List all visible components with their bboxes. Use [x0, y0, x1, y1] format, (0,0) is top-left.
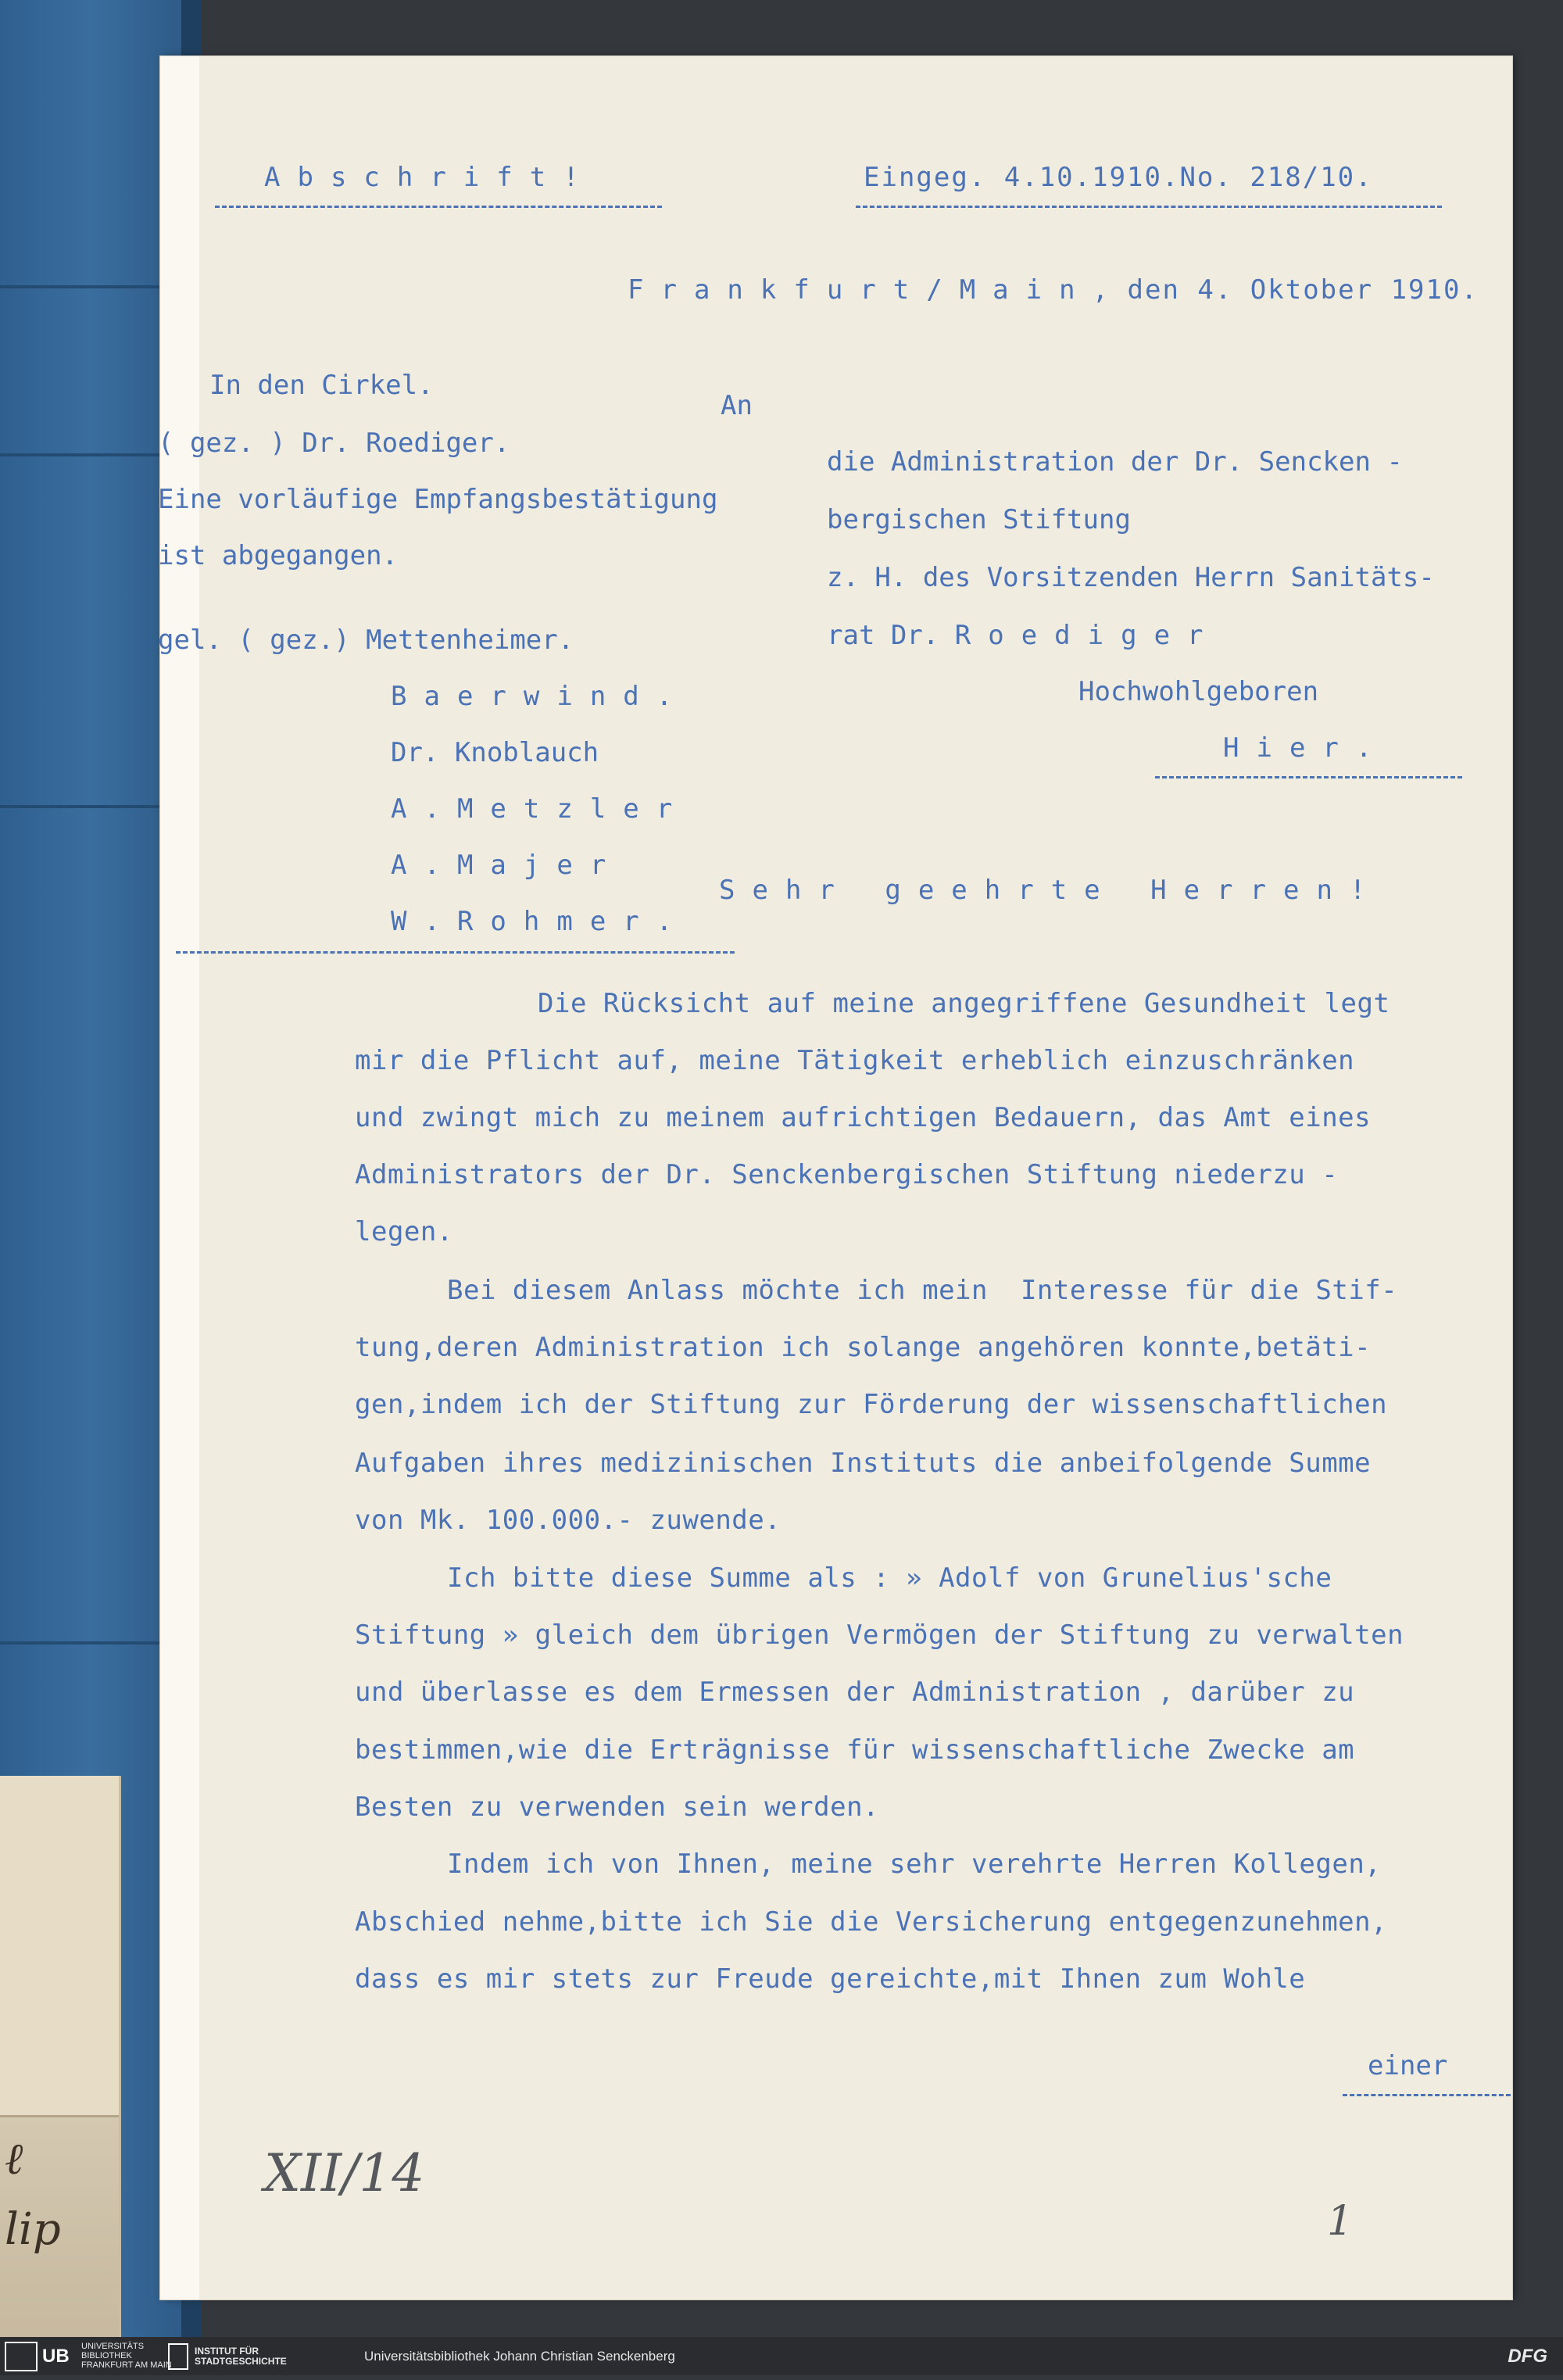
dfg-logo: DFG	[1508, 2345, 1547, 2367]
recipient-city: Hier.	[1223, 732, 1390, 764]
catchword: einer	[1368, 2050, 1448, 2081]
sheet-edge	[160, 56, 199, 2299]
signature-name: W.Rohmer.	[391, 906, 690, 937]
body-line: von Mk. 100.000.- zuwende.	[355, 1505, 782, 1536]
ifs-logo-text: INSTITUT FÜR STADTGESCHICHTE	[195, 2345, 287, 2367]
ifs-logo-icon	[168, 2343, 188, 2370]
body-line: und überlasse es dem Ermessen der Administration , darüber zu	[355, 1677, 1355, 1708]
recipient-line-3: z. H. des Vorsitzenden Herrn Sanitäts-	[827, 562, 1435, 593]
recipient-name: Roediger	[954, 620, 1221, 651]
body-line: Abschied nehme,bitte ich Sie die Versicherung entgegenzunehmen,	[355, 1906, 1388, 1938]
body-line: bestimmen,wie die Erträgnisse für wissenschaftliche Zwecke am	[355, 1734, 1355, 1766]
signature-name: A.Metzler	[391, 793, 690, 825]
label-handwriting: ℓ	[5, 2134, 23, 2185]
margin-note-3: Eine vorläufige Empfangsbestätigung	[158, 484, 718, 515]
header-right-rule	[856, 206, 1442, 208]
recipient-rule	[1155, 776, 1462, 778]
body-line: mir die Pflicht auf, meine Tätigkeit erheblich einzuschränken	[355, 1045, 1355, 1076]
body-line: tung,deren Administration ich solange angehören konnte,betäti-	[355, 1332, 1372, 1363]
salutation: Sehr geehrte Herren!	[719, 875, 1383, 906]
recipient-an: An	[721, 390, 753, 421]
recipient-line-1: die Administration der Dr. Sencken -	[827, 446, 1403, 478]
body-line: Besten zu verwenden sein werden.	[355, 1791, 880, 1823]
pencil-shelfmark: XII/14	[264, 2143, 425, 2203]
place: Frankfurt/Main	[628, 274, 1093, 306]
margin-note-2: ( gez. ) Dr. Roediger.	[158, 428, 510, 459]
label-handwriting: lip	[5, 2204, 61, 2255]
signature-name: Baerwind.	[391, 681, 690, 712]
header-abschrift: Abschrift!	[264, 162, 596, 193]
body-line: legen.	[355, 1216, 453, 1247]
recipient-honorific: Hochwohlgeboren	[1078, 676, 1319, 707]
footer-bar	[0, 2337, 1563, 2375]
body-line: gen,indem ich der Stiftung zur Förderung der wissenschaftlichen	[355, 1389, 1388, 1420]
signatures-prefix: gel. ( gez.) Mettenheimer.	[158, 625, 574, 656]
body-line: Die Rücksicht auf meine angegriffene Gesundheit legt	[538, 988, 1390, 1019]
body-line: Ich bitte diese Summe als : » Adolf von Grunelius'sche	[447, 1562, 1332, 1594]
body-line: Indem ich von Ihnen, meine sehr verehrte Herren Kollegen,	[447, 1849, 1382, 1880]
body-line: dass es mir stets zur Freude gereichte,mit Ihnen zum Wohle	[355, 1963, 1306, 1995]
body-line: Bei diesem Anlass möchte ich mein Interesse für die Stif-	[447, 1275, 1398, 1306]
recipient-title: rat Dr.	[827, 620, 955, 651]
header-left-rule	[215, 206, 662, 208]
catchword-rule	[1343, 2094, 1511, 2096]
signatures-rule	[176, 951, 735, 954]
ub-logo-icon	[5, 2342, 38, 2371]
footer-library-name: Universitätsbibliothek Johann Christian Senckenberg	[364, 2348, 675, 2364]
header-eingang: Eingeg. 4.10.1910.No. 218/10.	[864, 162, 1373, 193]
body-line: Administrators der Dr. Senckenbergischen Stiftung niederzu -	[355, 1159, 1339, 1190]
margin-note-1: In den Cirkel.	[209, 370, 434, 401]
pencil-page-number: 1	[1327, 2198, 1354, 2245]
ub-logo	[5, 2337, 70, 2375]
body-line: Stiftung » gleich dem übrigen Vermögen der Stiftung zu verwalten	[355, 1619, 1404, 1651]
recipient-line-2: bergischen Stiftung	[827, 504, 1131, 535]
signature-name: Dr. Knoblauch	[391, 737, 599, 768]
body-line: und zwingt mich zu meinem aufrichtigen Bedauern, das Amt eines	[355, 1102, 1372, 1133]
ifs-logo	[168, 2337, 287, 2375]
signature-name: A.Majer	[391, 850, 624, 881]
ub-logo-text: UB	[42, 2345, 70, 2367]
recipient-line-4	[827, 621, 1221, 650]
body-line: Aufgaben ihres medizinischen Instituts die anbeifolgende Summe	[355, 1448, 1372, 1479]
date: , den 4. Oktober 1910.	[1092, 274, 1479, 306]
margin-note-4: ist abgegangen.	[158, 540, 399, 571]
place-date-line	[628, 275, 1479, 305]
ub-subtitle: UNIVERSITÄTS BIBLIOTHEK FRANKFURT AM MAIN	[81, 2342, 172, 2370]
